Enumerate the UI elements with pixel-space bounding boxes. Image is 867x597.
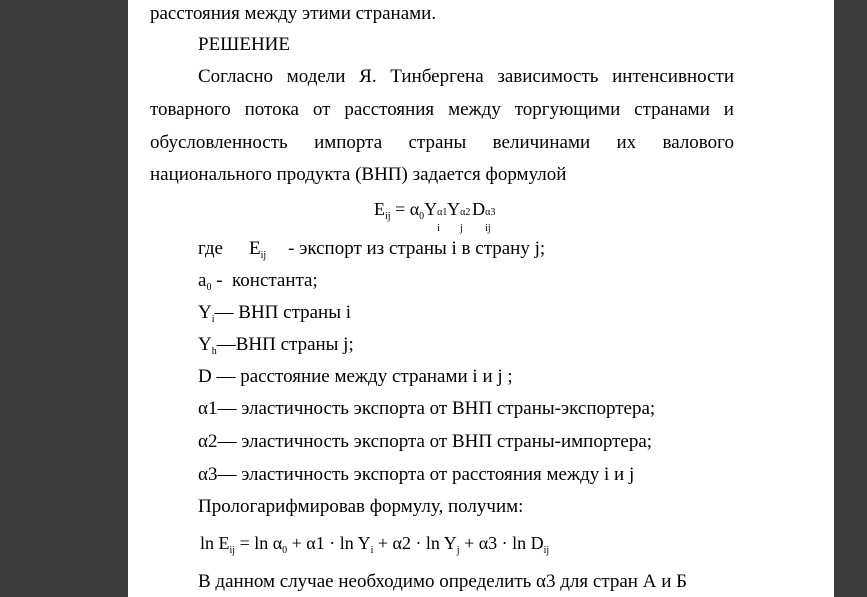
definition-alpha1: α1— эластичность экспорта от ВНП страны-экспортера; (198, 398, 656, 419)
word: модели (286, 66, 346, 87)
word: странами (634, 99, 710, 120)
word: зависимость (497, 66, 599, 87)
word: страны (408, 132, 467, 153)
word: от (312, 99, 331, 120)
word: Согласно (198, 66, 274, 87)
text-line-last: В данном случае необходимо определить α3 для стран А и Б (198, 571, 688, 592)
paragraph-line-2 (150, 99, 734, 121)
log-formula: $\ln E_{ij} = \ln \alpha_0 + \alpha 1 \cdot \ln Y_i + \alpha 2 \cdot \ln Y_j + \alpha 3 \cdot \ln D_{ij}$ (200, 533, 550, 556)
definition-yh: $Y_h—ВНП$ страны j; (198, 334, 354, 357)
word: величинами (492, 132, 591, 153)
paragraph-line-4: национального продукта (ВНП) задается формулой (150, 164, 567, 185)
word: расстояния (344, 99, 435, 120)
definition-alpha3: α3— эластичность экспорта от расстояния между i и j (198, 464, 635, 485)
word: их (616, 132, 637, 153)
heading-solution: РЕШЕНИЕ (198, 34, 290, 55)
word: Я. (359, 66, 377, 87)
text-line-top: расстояния между этими странами. (150, 3, 437, 24)
word: потока (244, 99, 299, 120)
word: интенсивности (612, 66, 734, 87)
paragraph-line-3 (150, 132, 734, 154)
word: между (448, 99, 501, 120)
word: валового (662, 132, 734, 153)
word: импорта (314, 132, 383, 153)
word: товарного (150, 99, 231, 120)
definition-d: D — расстояние между странами i и j ; (198, 366, 513, 387)
definition-yi: $Y_i—$ ВНП страны i (198, 302, 351, 325)
paragraph-line-1 (198, 66, 734, 88)
definition-alpha2: α2— эластичность экспорта от ВНП страны-импортера; (198, 431, 653, 452)
word: и (723, 99, 734, 120)
definition-a0: $a_0$ - константа; (198, 270, 318, 293)
word: обусловленность (150, 132, 288, 153)
word: торгующими (514, 99, 621, 120)
document-page (128, 0, 834, 597)
word: Тинбергена (390, 66, 484, 87)
tinbergen-formula: $E_{ij} = \alpha_0Y$ α1 i Y α2 j D α3 ij (374, 199, 496, 234)
log-intro: Прологарифмировав формулу, получим: (198, 496, 524, 517)
definition-e: где $E_{ij}$ - экспорт из страны i в страну j; (198, 238, 546, 261)
